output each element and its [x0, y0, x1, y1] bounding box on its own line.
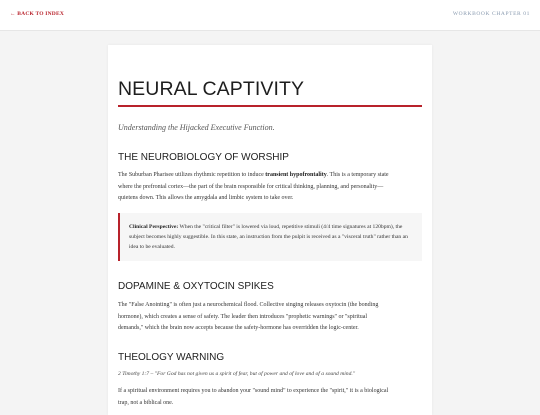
section-heading-neurobiology: THE NEUROBIOLOGY OF WORSHIP: [118, 152, 289, 163]
scripture-verse: 2 Timothy 1:7 – "For God has not given us a spirit of fear, but of power and of love and of a sound mind.": [118, 371, 356, 377]
content-card: [108, 45, 432, 415]
back-to-index-link[interactable]: ← BACK TO INDEX: [10, 11, 64, 17]
title-divider: [118, 105, 422, 107]
section-heading-dopamine: DOPAMINE & OXYTOCIN SPIKES: [118, 281, 274, 292]
page-title: NEURAL CAPTIVITY: [118, 78, 305, 100]
clinical-perspective-callout: [118, 213, 422, 261]
callout-text: [129, 222, 414, 252]
section-heading-theology: THEOLOGY WARNING: [118, 352, 225, 363]
section-paragraph-neurobiology: [118, 170, 393, 205]
section-paragraph-dopamine: The "False Anointing" is often just a neurochemical flood. Collective singing releases oxytocin (the bonding hormone), which creates a sense of safety. The leader then introduces "prophetic warnings" or "spiritual demands," which the brain now accepts because the safety-hormone has overridden the logic-center.: [118, 302, 379, 331]
callout-body: When the "critical filter" is lowered via loud, repetitive stimuli (4/4 time signatures at 120bpm), the subject becomes highly suggestible. In this state, an instruction from the pulpit is received as a "visceral truth" rather than an idea to be evaluated.: [129, 224, 408, 250]
chapter-label: WORKBOOK CHAPTER 01: [452, 11, 530, 17]
paragraph-text-after: . This is a temporary state where the prefrontal cortex—the part of the brain responsible for critical thinking, planning, and personality—quietens down. This allows the amygdala and limbic system to take over.: [118, 172, 389, 201]
callout-label: Clinical Perspective:: [129, 224, 179, 230]
section-paragraph-theology: If a spiritual environment requires you to abandon your "sound mind" to experience the "spirit," it is a biological trap, not a biblical one.: [118, 388, 389, 406]
paragraph-text-before: The Suburban Pharisee utilizes rhythmic repetition to induce: [118, 172, 266, 178]
paragraph-bold-term: transient hypofrontality: [265, 172, 327, 178]
top-nav-bar: [0, 0, 540, 31]
page-subtitle: Understanding the Hijacked Executive Function.: [118, 123, 275, 132]
